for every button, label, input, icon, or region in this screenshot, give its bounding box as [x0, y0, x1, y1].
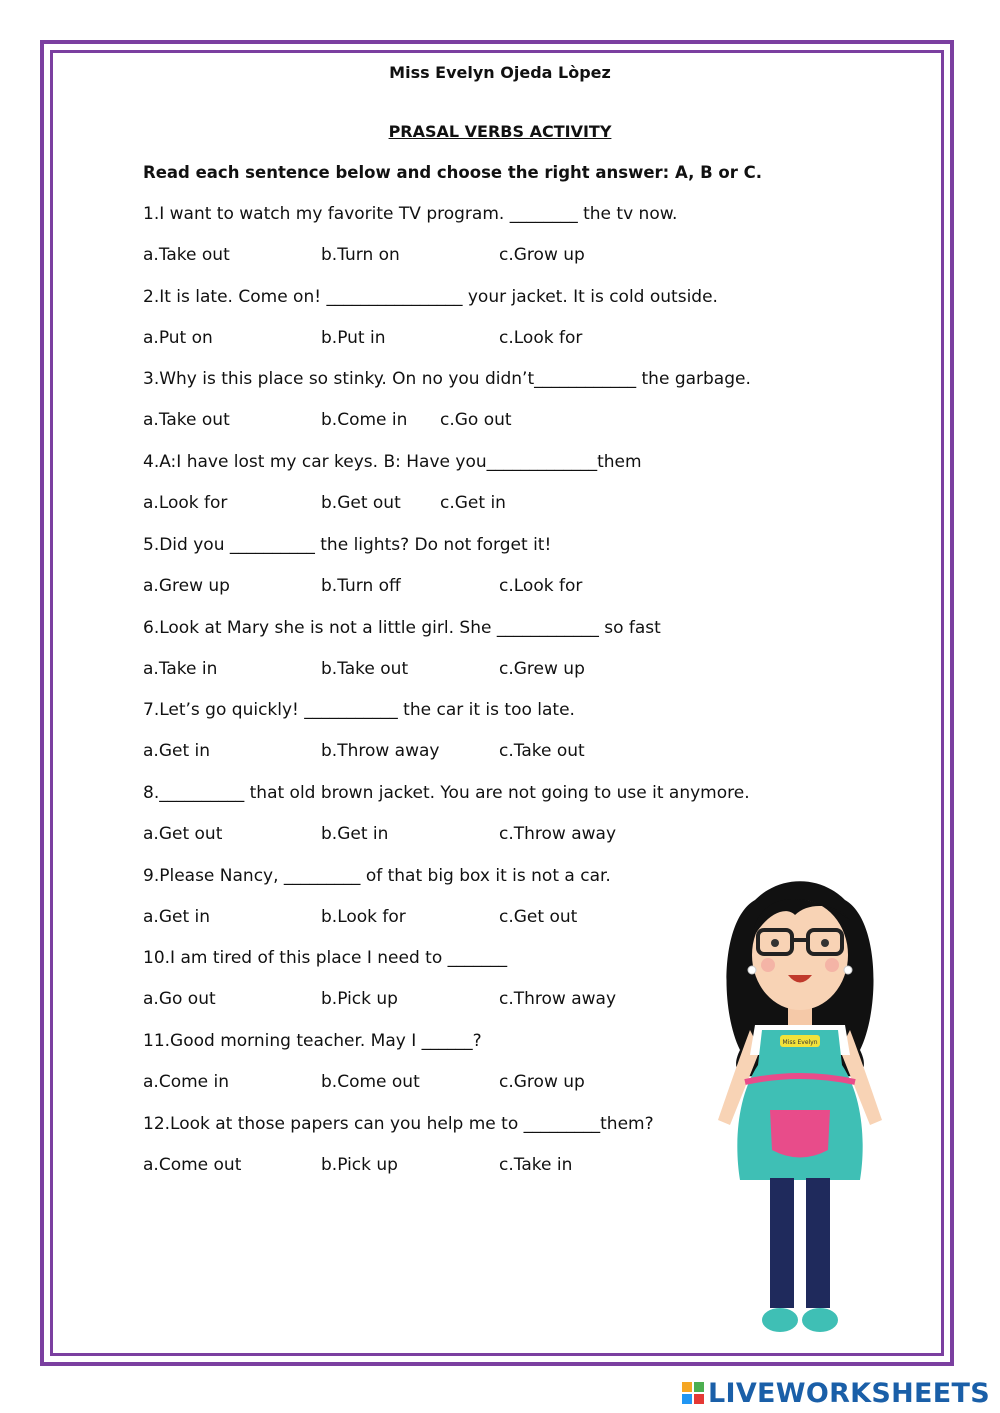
- question-text: 9.Please Nancy, _________ of that big box it is not a car.: [143, 865, 611, 886]
- answer-option[interactable]: c.Throw away: [499, 989, 617, 1010]
- answer-option[interactable]: c.Take out: [499, 741, 585, 762]
- answer-option[interactable]: b.Pick up: [321, 1154, 398, 1175]
- question-text: 12.Look at those papers can you help me to _________them?: [143, 1113, 654, 1134]
- answer-option[interactable]: a.Get in: [143, 906, 211, 927]
- answer-option[interactable]: a.Get out: [143, 823, 223, 844]
- answer-option[interactable]: a.Grew up: [143, 575, 230, 596]
- answer-option[interactable]: c.Grow up: [499, 245, 585, 265]
- question-text: 2.It is late. Come on! ________________ your jacket. It is cold outside.: [143, 286, 718, 307]
- question-text: 10.I am tired of this place I need to _______: [143, 948, 508, 969]
- brand-text: LIVEWORKSHEETS: [707, 1377, 990, 1409]
- author-name: Miss Evelyn Ojeda Lòpez: [389, 63, 611, 82]
- answer-option[interactable]: a.Take out: [143, 245, 230, 265]
- answer-option[interactable]: b.Come out: [321, 1072, 420, 1092]
- answer-option[interactable]: c.Look for: [499, 575, 583, 596]
- answer-option[interactable]: c.Throw away: [499, 823, 617, 844]
- answer-option[interactable]: a.Come out: [143, 1154, 242, 1175]
- answer-option[interactable]: a.Take in: [143, 658, 218, 679]
- question-text: 7.Let’s go quickly! ___________ the car it is too late.: [143, 700, 575, 721]
- answer-option[interactable]: b.Throw away: [321, 741, 440, 762]
- answer-option[interactable]: a.Take out: [143, 410, 230, 431]
- worksheet-title: PRASAL VERBS ACTIVITY: [388, 122, 612, 141]
- answer-option[interactable]: a.Get in: [143, 741, 211, 762]
- answer-option[interactable]: c.Go out: [440, 410, 512, 431]
- answer-option[interactable]: c.Grew up: [499, 658, 585, 679]
- answer-option[interactable]: a.Go out: [143, 989, 216, 1010]
- question-text: 6.Look at Mary she is not a little girl. She ____________ so fast: [143, 617, 661, 638]
- answer-option[interactable]: b.Look for: [321, 906, 406, 927]
- answer-option[interactable]: b.Pick up: [321, 989, 398, 1010]
- question-text: 3.Why is this place so stinky. On no you didn’t____________ the garbage.: [143, 369, 751, 390]
- question-text: 5.Did you __________ the lights? Do not forget it!: [143, 534, 552, 555]
- question-text: 4.A:I have lost my car keys. B: Have you_____________them: [143, 452, 642, 473]
- answer-option[interactable]: b.Take out: [321, 658, 409, 679]
- answer-option[interactable]: b.Turn off: [321, 575, 401, 596]
- answer-option[interactable]: c.Get out: [499, 906, 578, 927]
- answer-option[interactable]: c.Take in: [499, 1154, 573, 1175]
- answer-option[interactable]: c.Grow up: [499, 1072, 585, 1092]
- answer-option[interactable]: a.Come in: [143, 1072, 230, 1092]
- answer-option[interactable]: a.Look for: [143, 493, 228, 514]
- answer-option[interactable]: c.Look for: [499, 327, 583, 348]
- teacher-illustration: [700, 860, 900, 1360]
- question-text: 1.I want to watch my favorite TV program. ________ the tv now.: [143, 204, 678, 224]
- answer-option[interactable]: c.Get in: [440, 493, 506, 514]
- question-text: 11.Good morning teacher. May I ______?: [143, 1031, 482, 1051]
- answer-option[interactable]: b.Get out: [321, 493, 401, 514]
- answer-option[interactable]: b.Put in: [321, 327, 386, 348]
- grid-logo-icon: [682, 1382, 704, 1404]
- answer-option[interactable]: b.Turn on: [321, 245, 400, 265]
- liveworksheets-logo: [682, 1378, 990, 1408]
- answer-option[interactable]: a.Put on: [143, 327, 213, 348]
- instructions: Read each sentence below and choose the right answer: A, B or C.: [143, 163, 763, 182]
- answer-option[interactable]: b.Come in: [321, 410, 408, 431]
- question-text: 8.__________ that old brown jacket. You are not going to use it anymore.: [143, 782, 750, 803]
- apron-label: Miss Evelyn: [782, 1039, 818, 1046]
- answer-option[interactable]: b.Get in: [321, 823, 389, 844]
